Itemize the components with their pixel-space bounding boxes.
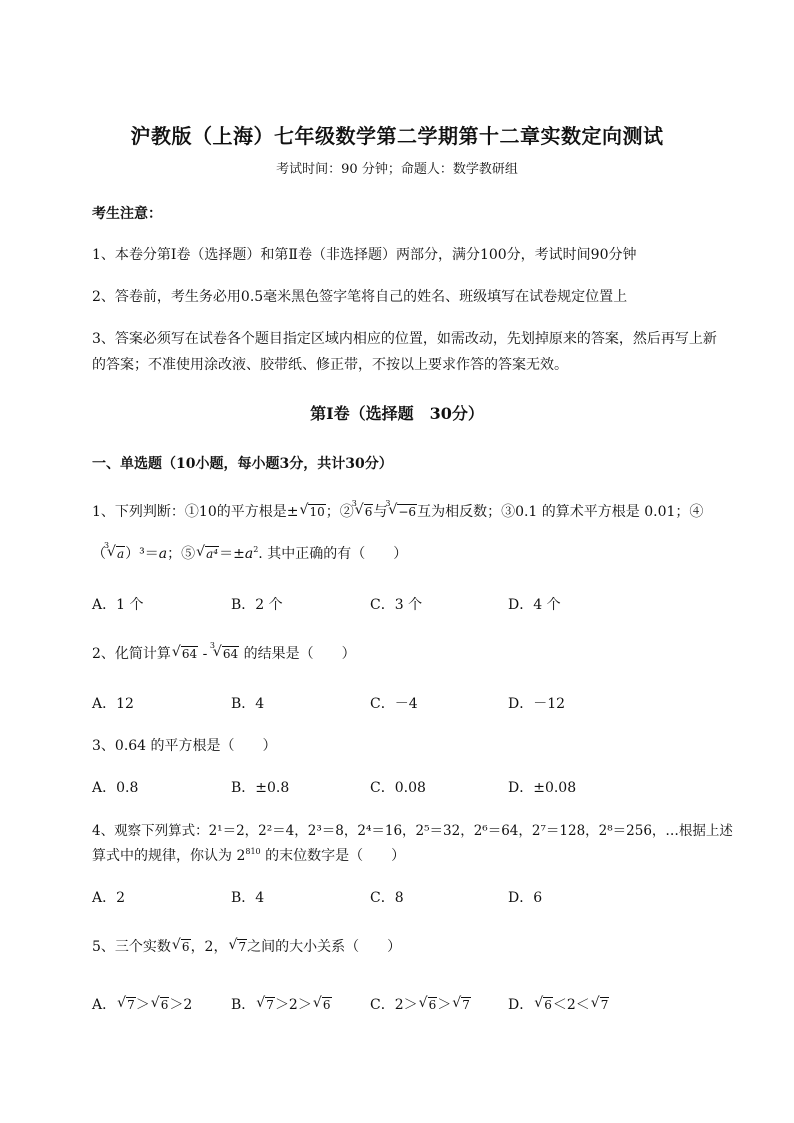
q1-option-b: B．2 个	[231, 597, 283, 613]
question-5: 5、三个实数 √ 6，2， √ 7之间的大小关系（ ）	[92, 937, 402, 955]
cbrt-neg-6: 3 √ −6	[385, 499, 417, 519]
question-4-line-2: 算式中的规律，你认为 $2^{810}$ 的末位数字是（ ）	[92, 847, 406, 864]
q4-option-d: D．6	[508, 890, 543, 906]
q5-option-b: B． √ 7＞2＞ √ 6	[231, 995, 331, 1013]
page-title: 沪教版（上海）七年级数学第二学期第十二章实数定向测试	[130, 124, 664, 148]
q1-option-a: A．1 个	[92, 597, 144, 613]
q1-option-d: D．4 个	[508, 597, 561, 613]
exam-info: 考试时间：90 分钟；命题人：数学教研组	[276, 162, 518, 177]
cbrt-a: 3 √ a	[104, 541, 125, 561]
sqrt-7: √ 7	[228, 937, 247, 954]
q5-option-d: D． √ 6＜2＜ √ 7	[508, 995, 609, 1013]
notice-heading: 考生注意：	[92, 206, 162, 222]
cbrt-64: 3 √ 64	[209, 641, 239, 661]
question-1-line-1: 1、下列判断：①10的平方根是± √ 10；② 3 √ 6与 3 √ −6互为相反数；③0.1 的算术平方根是 0.01；④	[92, 499, 704, 520]
q2-option-d: D．－12	[508, 696, 566, 712]
question-2: 2、化简计算 √ 64 - 3 √ 64 的结果是（ ）	[92, 641, 356, 662]
q2-option-a: A．12	[92, 696, 134, 712]
cbrt-6: 3 √ 6	[351, 499, 373, 519]
q4-option-b: B．4	[231, 890, 265, 906]
sqrt-64: √ 64	[171, 644, 198, 661]
q1-option-c: C．3 个	[370, 597, 423, 613]
notice-item-3: 3、答案必须写在试卷各个题目指定区域内相应的位置，如需改动，先划掉原来的答案，然后再写上新	[92, 331, 717, 347]
q3-option-c: C．0.08	[370, 780, 426, 796]
q2-option-c: C．－4	[370, 696, 418, 712]
sqrt-6: √ 6	[171, 937, 190, 954]
q2-option-b: B．4	[231, 696, 265, 712]
sqrt-a4: √ a⁴	[196, 544, 219, 561]
notice-item-1: 1、本卷分第Ⅰ卷（选择题）和第Ⅱ卷（非选择题）两部分，满分100分，考试时间90分钟	[92, 247, 637, 263]
part-heading: 一、单选题（10小题，每小题3分，共计30分）	[92, 456, 393, 472]
q4-option-a: A．2	[92, 890, 126, 906]
question-1-line-2: （ 3 √ a）³＝a；⑤ √ $a^4=\pm a^2$. 其中正确的有（ ）	[92, 541, 408, 562]
sqrt-10: √ 10	[299, 502, 325, 519]
q3-option-d: D．±0.08	[508, 780, 577, 796]
q4-option-c: C．8	[370, 890, 404, 906]
notice-item-3-cont: 的答案；不准使用涂改液、胶带纸、修正带，不按以上要求作答的答案无效。	[92, 357, 568, 373]
section-title: 第Ⅰ卷（选择题 30分）	[310, 404, 484, 423]
notice-item-2: 2、答卷前，考生务必用0.5毫米黑色签字笔将自己的姓名、班级填写在试卷规定位置上	[92, 289, 628, 305]
q3-option-b: B．±0.8	[231, 780, 290, 796]
question-4-line-1: 4、观察下列算式：2¹＝2，2²＝4，2³＝8，2⁴＝16，2⁵＝32，2⁶＝64，2⁷＝128，2⁸＝256，…根据上述	[92, 823, 733, 839]
q5-option-a: A． √ 7＞ √ 6＞2	[92, 995, 193, 1013]
question-3: 3、0.64 的平方根是（ ）	[92, 738, 277, 754]
q5-option-c: C．2＞ √ 6＞ √ 7	[370, 995, 470, 1013]
q3-option-a: A．0.8	[92, 780, 139, 796]
